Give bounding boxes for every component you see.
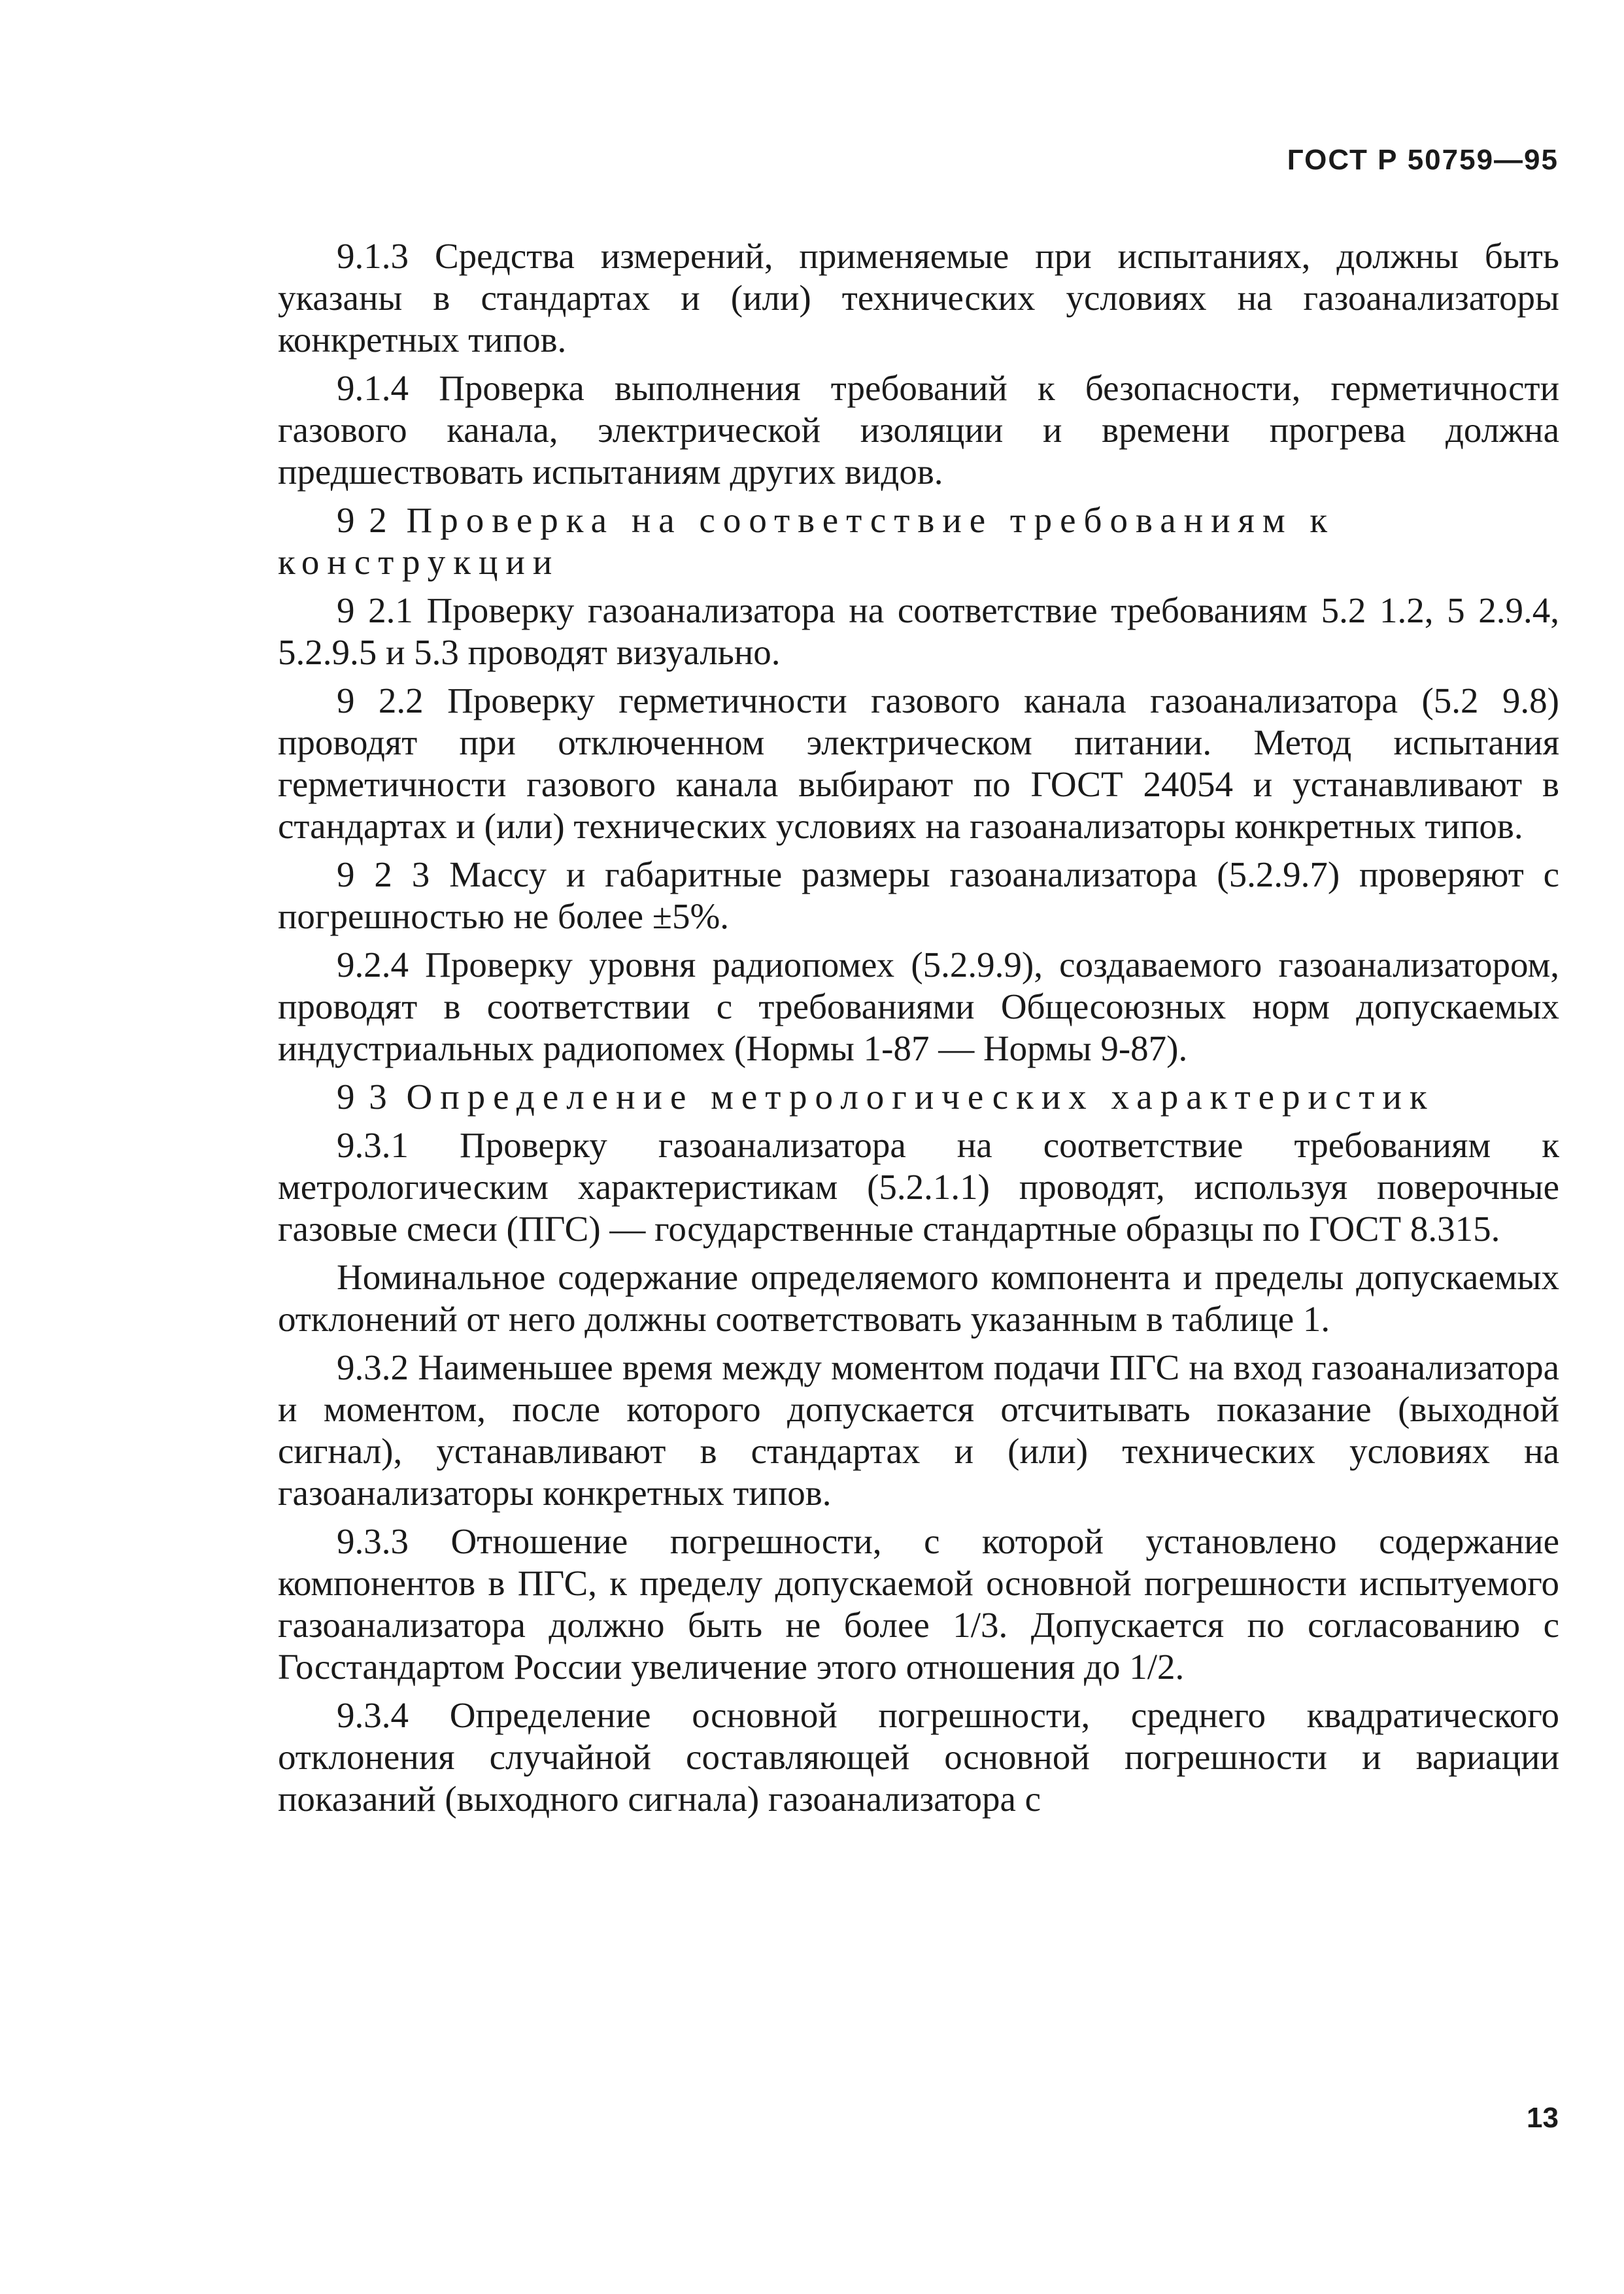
paragraph-9-3-3: 9.3.3 Отношение погрешности, с которой установлено содержание компонентов в ПГС, к пределу допускаемой основной погрешности испытуемого газоанализатора должно быть не более 1/3. Допускается по согласованию с Госстандартом России увеличение этого отношения до 1/2. bbox=[278, 1521, 1559, 1687]
section-heading-9-3 bbox=[278, 1076, 1559, 1118]
paragraph-9-3-1: 9.3.1 Проверку газоанализатора на соответствие требованиям к метрологическим характеристикам (5.2.1.1) проводят, используя поверочные газовые смеси (ПГС) — государственные стандартные образцы по ГОСТ 8.315. bbox=[278, 1125, 1559, 1249]
paragraph-9-2-2: 9 2.2 Проверку герметичности газового канала газоанализатора (5.2 9.8) проводят при отключенном электрическом питании. Метод испытания герметичности газового канала выбирают по ГОСТ 24054 и устанавливают в стандартах и (или) технических условиях на газоанализаторы конкретных типов. bbox=[278, 681, 1559, 846]
document-code-header: ГОСТ Р 50759—95 bbox=[1287, 144, 1559, 176]
paragraph-9-1-4: 9.1.4 Проверка выполнения требований к безопасности, герметичности газового канала, электрической изоляции и времени прогрева должна предшествовать испытаниям других видов. bbox=[278, 368, 1559, 492]
paragraph-9-1-3: 9.1.3 Средства измерений, применяемые при испытаниях, должны быть указаны в стандартах и (или) технических условиях на газоанализаторы конкретных типов. bbox=[278, 236, 1559, 360]
document-body bbox=[278, 235, 1559, 1827]
section-number: 9 3 bbox=[337, 1077, 390, 1117]
paragraph-9-2-3: 9 2 3 Массу и габаритные размеры газоанализатора (5.2.9.7) проверяют с погрешностью не более ±5%. bbox=[278, 854, 1559, 936]
section-title: Определение метрологических характеристик bbox=[406, 1077, 1435, 1117]
section-number: 9 2 bbox=[337, 500, 390, 540]
paragraph-nominal-content: Номинальное содержание определяемого компонента и пределы допускаемых отклонений от него должны соответствовать указанным в таблице 1. bbox=[278, 1257, 1559, 1339]
section-heading-9-2 bbox=[278, 499, 1559, 583]
paragraph-9-3-4: 9.3.4 Определение основной погрешности, среднего квадратического отклонения случайной составляющей основной погрешности и вариации показаний (выходного сигнала) газоанализатора с bbox=[278, 1695, 1559, 1819]
paragraph-9-2-4: 9.2.4 Проверку уровня радиопомех (5.2.9.9), создаваемого газоанализатором, проводят в соответствии с требованиями Общесоюзных норм допускаемых индустриальных радиопомех (Нормы 1-87 — Нормы 9-87). bbox=[278, 945, 1559, 1068]
paragraph-9-2-1: 9 2.1 Проверку газоанализатора на соответствие требованиям 5.2 1.2, 5 2.9.4, 5.2.9.5 и 5.3 проводят визуально. bbox=[278, 590, 1559, 672]
section-title: Проверка на соответствие требованиям к конструкции bbox=[278, 500, 1336, 582]
paragraph-9-3-2: 9.3.2 Наименьшее время между моментом подачи ПГС на вход газоанализатора и моментом, после которого допускается отсчитывать показание (выходной сигнал), устанавливают в стандартах и (или) технических условиях на газоанализаторы конкретных типов. bbox=[278, 1347, 1559, 1513]
page-number: 13 bbox=[1527, 2102, 1559, 2134]
